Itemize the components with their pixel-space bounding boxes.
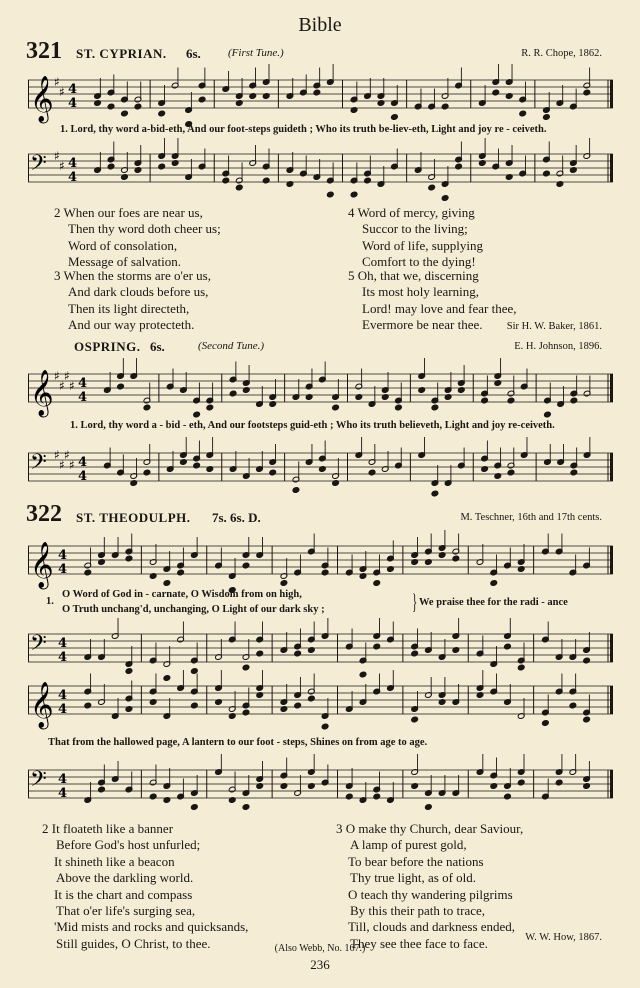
note-head	[107, 163, 115, 170]
stanza	[348, 268, 516, 334]
note-head	[411, 716, 419, 723]
key-signature-sharp-icon: ♯	[54, 149, 60, 163]
note-head	[455, 163, 463, 170]
treble-clef-icon: 𝄞	[30, 76, 54, 122]
stanza-line: And our way protecteth.	[68, 317, 195, 333]
music-staff	[28, 626, 613, 670]
hymn-number: 322	[26, 501, 62, 527]
note-head	[242, 709, 250, 716]
stanza-line: Succor to the living;	[362, 221, 468, 237]
stanza-line: Lord! may love and fear thee,	[362, 300, 517, 316]
note-head	[490, 580, 498, 587]
note-head	[492, 89, 500, 96]
note-head	[256, 650, 264, 657]
note-head	[332, 404, 340, 411]
note-head	[158, 163, 166, 170]
note-head	[507, 397, 515, 404]
hymn-number: 321	[26, 38, 62, 64]
stanza	[54, 268, 211, 334]
svg-text:4: 4	[58, 688, 68, 703]
key-signature-sharp-icon: ♯	[59, 379, 65, 393]
stanza	[348, 205, 483, 271]
stanza-line: To bear before the nations	[348, 853, 484, 869]
stanza-line: Before God's host unfurled;	[56, 837, 201, 853]
stanza-line: They see thee face to face.	[350, 935, 488, 951]
key-signature-sharp-icon: ♯	[54, 369, 60, 383]
note-head	[107, 103, 115, 110]
note-head	[583, 657, 591, 664]
note-head	[395, 404, 403, 411]
note-head	[242, 562, 250, 569]
composer-credit: M. Teschner, 16th and 17th cents.	[460, 512, 602, 523]
treble-clef-icon: 𝄞	[30, 682, 54, 728]
stanza-line: A lamp of purest gold,	[350, 837, 467, 853]
note-head	[242, 804, 250, 811]
note-head	[193, 462, 201, 469]
stanza-line: And dark clouds before us,	[68, 284, 209, 300]
tune-name: ST. CYPRIAN.	[76, 46, 167, 61]
note-head	[269, 469, 277, 476]
stanza-line: 2 When our foes are near us,	[54, 205, 203, 220]
note-head	[242, 664, 250, 671]
author-credit: Sir H. W. Baker, 1861.	[506, 321, 602, 332]
stanza-line: 3 When the storms are o'er us,	[54, 268, 211, 283]
key-signature-sharp-icon: ♯	[54, 448, 60, 462]
bass-clef-icon: 𝄢	[30, 631, 47, 661]
note-head	[364, 177, 372, 184]
stanza	[336, 821, 523, 952]
note-head	[84, 569, 92, 576]
note-head	[229, 390, 237, 397]
stanza-line: Comfort to the dying!	[362, 254, 476, 270]
note-head	[98, 786, 106, 793]
page-number: 236	[310, 957, 330, 972]
svg-text:4: 4	[68, 170, 78, 185]
note-head	[373, 793, 381, 800]
svg-text:4: 4	[58, 786, 68, 801]
note-head	[84, 702, 92, 709]
brace-close: }	[412, 589, 418, 614]
stanza	[54, 205, 221, 271]
note-head	[294, 702, 302, 709]
svg-text:4: 4	[58, 548, 68, 563]
note-head	[425, 804, 433, 811]
key-signature-sharp-icon: ♯	[59, 85, 65, 99]
note-head	[143, 469, 151, 476]
note-head	[117, 383, 125, 390]
note-head	[542, 720, 550, 727]
note-head	[280, 580, 288, 587]
note-head	[262, 177, 270, 184]
tune-note: (Second Tune.)	[198, 340, 264, 352]
note-head	[350, 191, 358, 198]
section-title: Bible	[298, 14, 342, 36]
lyric-line: 1. Lord, thy word a - bid - eth, And our footsteps guid-eth ; Who its truth believeth, Light and joy re-ceiveth.	[70, 420, 555, 431]
note-head	[504, 643, 512, 650]
note-head	[193, 411, 201, 418]
music-staff	[28, 146, 613, 190]
footer-note: (Also Webb, No. 167.)	[274, 943, 366, 954]
lyric-line: 1. Lord, thy word a-bid-eth, And our foot-steps guideth ; Who its truth be-liev-eth, Light and joy re - ceiveth.	[60, 124, 547, 135]
lyric-line: That from the hallowed page, A lantern to our foot - steps, Shines on from age to age.	[48, 737, 428, 748]
note-head	[191, 668, 199, 675]
composer-credit: R. R. Chope, 1862.	[521, 48, 602, 59]
music-staff	[28, 538, 613, 588]
svg-text:4: 4	[58, 650, 68, 665]
note-head	[583, 716, 591, 723]
note-head	[313, 89, 321, 96]
note-head	[507, 469, 515, 476]
note-head	[294, 650, 302, 657]
svg-text:4: 4	[68, 82, 78, 97]
stanza-line: O teach thy wandering pilgrims	[348, 886, 513, 902]
key-signature-sharp-icon: ♯	[64, 448, 70, 462]
stanza-line: Still guides, O Christ, to thee.	[56, 935, 211, 951]
lyric-line: O Truth unchang'd, unchanging, O Light of our dark sky ;	[62, 604, 325, 615]
svg-text:4: 4	[68, 96, 78, 111]
note-head	[441, 103, 449, 110]
note-head	[149, 793, 157, 800]
stanza-line: 3 O make thy Church, dear Saviour,	[336, 821, 524, 836]
verse-number: 1.	[46, 596, 54, 607]
stanza-line: Evermore be near thee.	[362, 317, 483, 333]
note-head	[191, 804, 199, 811]
note-head	[143, 404, 151, 411]
key-signature-sharp-icon: ♯	[69, 379, 75, 393]
note-head	[452, 555, 460, 562]
note-head	[481, 397, 489, 404]
note-head	[191, 702, 199, 709]
author-credit: W. W. How, 1867.	[525, 932, 602, 943]
note-head	[570, 397, 578, 404]
stanza-line: Word of consolation,	[68, 237, 178, 253]
composer-credit: E. H. Johnson, 1896.	[514, 341, 602, 352]
note-head	[583, 89, 591, 96]
tune-name: ST. THEODULPH.	[76, 510, 191, 525]
treble-clef-icon: 𝄞	[30, 542, 54, 588]
note-head	[177, 569, 185, 576]
bass-clef-icon: 𝄢	[30, 450, 47, 480]
tune-note: (First Tune.)	[228, 47, 284, 59]
lyric-line: O Word of God in - carnate, O Wisdom from on high,	[62, 589, 302, 600]
note-head	[125, 668, 133, 675]
note-head	[359, 671, 367, 678]
note-head	[158, 110, 166, 117]
note-head	[555, 779, 563, 786]
key-signature-sharp-icon: ♯	[59, 458, 65, 472]
key-signature-sharp-icon: ♯	[54, 75, 60, 89]
bass-clef-icon: 𝄢	[30, 767, 47, 797]
stanza-line: 'Mid mists and rocks and quicksands,	[54, 919, 249, 935]
note-head	[543, 114, 551, 121]
note-head	[428, 184, 436, 191]
svg-text:4: 4	[58, 772, 68, 787]
stanza-line: Message of salvation.	[68, 254, 182, 270]
note-head	[544, 411, 552, 418]
music-staff	[28, 678, 613, 728]
note-head	[517, 779, 525, 786]
note-head	[441, 195, 449, 202]
svg-text:4: 4	[78, 455, 88, 470]
stanza-line: 2 It floateth like a banner	[42, 821, 174, 836]
music-staff	[28, 366, 613, 416]
stanza-line: That o'er life's surging sea,	[56, 902, 196, 918]
svg-text:4: 4	[78, 469, 88, 484]
music-staff	[28, 762, 613, 806]
note-head	[163, 580, 171, 587]
note-head	[134, 103, 142, 110]
stanza-line: Thy true light, as of old.	[350, 870, 477, 886]
note-head	[321, 723, 329, 730]
note-head	[517, 664, 525, 671]
note-head	[411, 650, 419, 657]
stanza-line: 4 Word of mercy, giving	[348, 205, 475, 220]
stanza-line: It is the chart and compass	[54, 886, 193, 902]
key-signature-sharp-icon: ♯	[69, 458, 75, 472]
stanza-line: It shineth like a beacon	[54, 853, 175, 869]
note-head	[569, 702, 577, 709]
note-head	[222, 177, 230, 184]
treble-clef-icon: 𝄞	[30, 370, 54, 416]
stanza-line: Then thy word doth cheer us;	[68, 221, 221, 237]
music-staff	[28, 72, 613, 122]
tune-meter: 7s. 6s. D.	[212, 510, 261, 525]
svg-text:4: 4	[58, 562, 68, 577]
note-head	[125, 555, 133, 562]
stanza	[42, 821, 248, 952]
note-head	[308, 695, 316, 702]
music-staff	[28, 445, 613, 489]
note-head	[121, 110, 129, 117]
stanza-line: Word of life, supplying	[362, 237, 483, 253]
svg-text:4: 4	[78, 390, 88, 405]
note-head	[206, 404, 214, 411]
stanza-line: Its most holy learning,	[362, 284, 479, 300]
stanza-line: Till, clouds and darkness ended,	[348, 919, 516, 935]
key-signature-sharp-icon: ♯	[59, 159, 65, 173]
note-head	[373, 580, 381, 587]
note-head	[391, 114, 399, 121]
stanza-line: 5 Oh, that we, discerning	[348, 268, 479, 283]
svg-text:4: 4	[58, 702, 68, 717]
note-head	[345, 793, 353, 800]
stanza-line: By this their path to trace,	[350, 902, 486, 918]
tune-meter: 6s.	[186, 46, 201, 61]
svg-text:4: 4	[78, 376, 88, 391]
tune-name: OSPRING.	[74, 339, 141, 354]
note-head	[235, 184, 243, 191]
stanza-line: Then its light directeth,	[68, 300, 190, 316]
note-head	[519, 110, 527, 117]
note-head	[373, 643, 381, 650]
note-head	[504, 793, 512, 800]
bass-clef-icon: 𝄢	[30, 151, 47, 181]
note-head	[198, 96, 206, 103]
note-head	[292, 487, 300, 494]
note-head	[431, 490, 439, 497]
note-head	[570, 469, 578, 476]
lyric-line: We praise thee for the radi - ance	[419, 597, 568, 608]
svg-text:4: 4	[68, 156, 78, 171]
note-head	[321, 569, 329, 576]
stanza-line: Above the darkling world.	[56, 870, 194, 886]
note-head	[368, 469, 376, 476]
note-head	[431, 404, 439, 411]
key-signature-sharp-icon: ♯	[64, 369, 70, 383]
note-head	[543, 170, 551, 177]
svg-text:4: 4	[58, 636, 68, 651]
tune-meter: 6s.	[150, 339, 165, 354]
note-head	[326, 191, 334, 198]
